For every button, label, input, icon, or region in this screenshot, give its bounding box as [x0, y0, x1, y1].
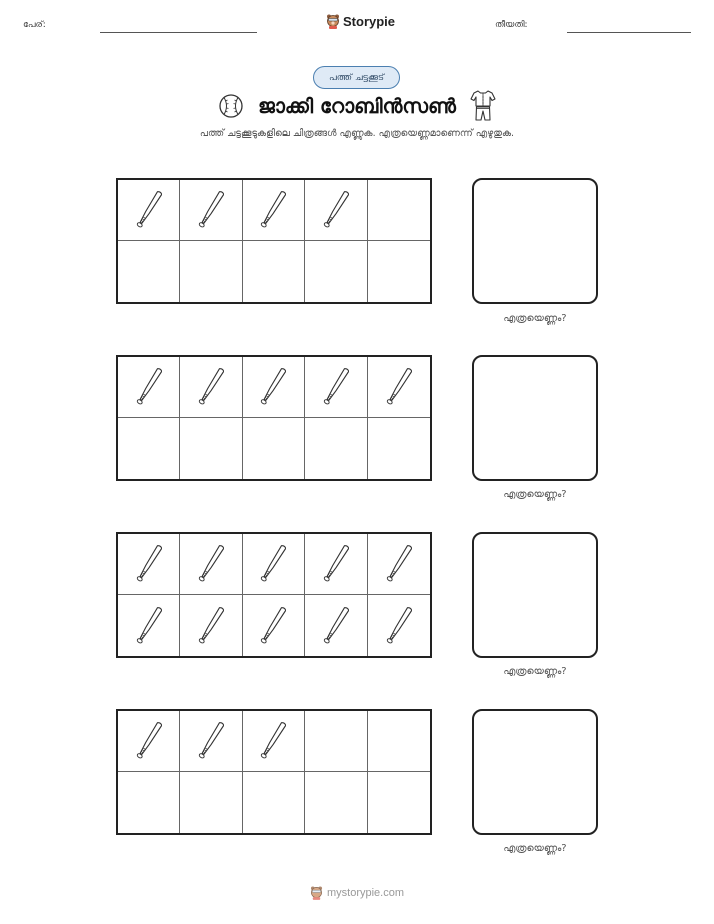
baseball-bat-icon: [198, 187, 224, 233]
question-label: എത്രയെണ്ണം?: [503, 489, 567, 500]
baseball-bat-icon: [260, 364, 286, 410]
name-label: പേര്:: [23, 20, 46, 30]
baseball-bat-icon: [260, 603, 286, 649]
frame-cell: [305, 418, 367, 479]
ten-frame: [116, 355, 432, 481]
brand-name: Storypie: [343, 13, 396, 29]
baseball-bat-icon: [136, 187, 162, 233]
storypie-mascot-icon: [310, 885, 323, 900]
baseball-bat-icon: [323, 603, 349, 649]
worksheet-tag: പത്ത് ചട്ടക്കൂട്: [313, 66, 400, 89]
frame-cell: [305, 772, 367, 833]
answer-box[interactable]: [472, 709, 598, 835]
baseball-bat-icon: [386, 541, 412, 587]
baseball-bat-icon: [198, 603, 224, 649]
frame-cell: [118, 180, 180, 241]
answer-box[interactable]: [472, 178, 598, 304]
frame-cell: [180, 534, 242, 595]
footer: [0, 885, 714, 900]
frame-cell: [368, 418, 430, 479]
question-label: എത്രയെണ്ണം?: [503, 843, 567, 854]
frame-cell: [305, 711, 367, 772]
frame-cell: [368, 357, 430, 418]
frame-cell: [305, 534, 367, 595]
frame-cell: [118, 711, 180, 772]
baseball-bat-icon: [136, 541, 162, 587]
frame-cell: [180, 241, 242, 302]
baseball-uniform-icon: [470, 89, 496, 123]
frame-cell: [368, 711, 430, 772]
frame-cell: [368, 180, 430, 241]
frame-cell: [243, 357, 305, 418]
frame-cell: [243, 534, 305, 595]
brand-logo: [326, 13, 395, 29]
instructions: പത്ത് ചട്ടക്കൂടുകളിലെ ചിത്രങ്ങൾ എണ്ണുക. എത്രയെണ്ണമാണെന്ന് എഴുതുക.: [199, 128, 515, 139]
answer-box[interactable]: [472, 355, 598, 481]
question-label: എത്രയെണ്ണം?: [503, 313, 567, 324]
frame-cell: [305, 180, 367, 241]
baseball-bat-icon: [136, 603, 162, 649]
frame-cell: [305, 595, 367, 656]
frame-cell: [118, 534, 180, 595]
frame-cell: [118, 595, 180, 656]
baseball-bat-icon: [386, 364, 412, 410]
frame-cell: [368, 241, 430, 302]
frame-cell: [243, 180, 305, 241]
frame-cell: [180, 772, 242, 833]
date-line[interactable]: [567, 32, 691, 33]
baseball-bat-icon: [136, 718, 162, 764]
frame-cell: [368, 772, 430, 833]
question-label: എത്രയെണ്ണം?: [503, 666, 567, 677]
frame-cell: [305, 241, 367, 302]
frame-cell: [368, 595, 430, 656]
frame-cell: [180, 357, 242, 418]
baseball-bat-icon: [386, 603, 412, 649]
frame-cell: [118, 241, 180, 302]
page-title: ജാക്കി റോബിൻസൺ: [257, 94, 457, 118]
ten-frame: [116, 709, 432, 835]
storypie-mascot-icon: [326, 13, 340, 29]
frame-cell: [368, 534, 430, 595]
frame-cell: [180, 711, 242, 772]
baseball-bat-icon: [323, 187, 349, 233]
baseball-bat-icon: [260, 541, 286, 587]
baseball-bat-icon: [323, 364, 349, 410]
frame-cell: [180, 595, 242, 656]
baseball-bat-icon: [136, 364, 162, 410]
name-line[interactable]: [100, 32, 257, 33]
frame-cell: [118, 418, 180, 479]
frame-cell: [180, 418, 242, 479]
date-label: തീയതി:: [495, 20, 528, 30]
baseball-bat-icon: [198, 541, 224, 587]
frame-cell: [305, 357, 367, 418]
title-row: [0, 90, 714, 122]
frame-cell: [243, 772, 305, 833]
footer-url[interactable]: mystorypie.com: [326, 886, 405, 899]
baseball-bat-icon: [198, 718, 224, 764]
baseball-icon: [218, 93, 244, 119]
baseball-bat-icon: [198, 364, 224, 410]
answer-box[interactable]: [472, 532, 598, 658]
frame-cell: [243, 711, 305, 772]
frame-cell: [243, 595, 305, 656]
frame-cell: [180, 180, 242, 241]
frame-cell: [243, 241, 305, 302]
baseball-bat-icon: [260, 187, 286, 233]
ten-frame: [116, 532, 432, 658]
frame-cell: [118, 357, 180, 418]
baseball-bat-icon: [260, 718, 286, 764]
baseball-bat-icon: [323, 541, 349, 587]
ten-frame: [116, 178, 432, 304]
frame-cell: [243, 418, 305, 479]
frame-cell: [118, 772, 180, 833]
